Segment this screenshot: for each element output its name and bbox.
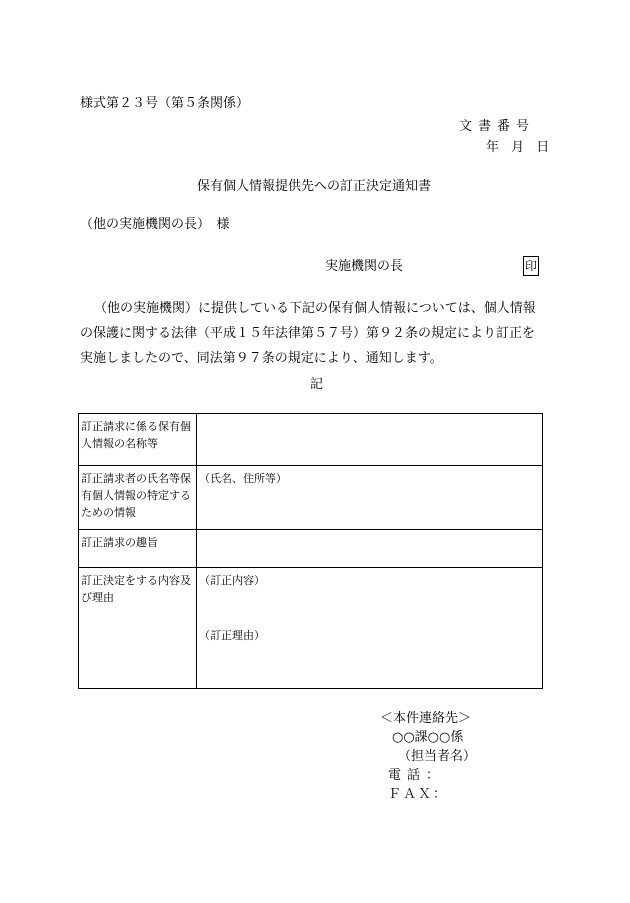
contact-person: （担当者名） xyxy=(398,749,477,764)
date-label: 年 月 日 xyxy=(486,140,554,155)
contact-heading: ＜本件連絡先＞ xyxy=(380,711,472,726)
form-number: 様式第２３号（第５条関係） xyxy=(80,96,250,111)
correction-content-note: （訂正内容） xyxy=(199,574,265,587)
table-row xyxy=(79,466,543,530)
ki-label: 記 xyxy=(310,377,324,392)
sender-name: 実施機関の長 xyxy=(325,259,404,274)
contact-section: ○○課○○係 xyxy=(392,730,464,745)
contact-fax: ＦＡＸ： xyxy=(388,787,449,802)
body-line: （他の実施機関）に提供している下記の保有個人情報については、個人情報 xyxy=(94,301,536,316)
table-row xyxy=(79,530,543,568)
table-row xyxy=(79,568,543,689)
document-title: 保有個人情報提供先への訂正決定通知書 xyxy=(197,179,432,194)
contact-phone: 電話： xyxy=(388,768,446,783)
details-table xyxy=(78,413,543,689)
recipient: （他の実施機関の長） 様 xyxy=(80,217,230,232)
document-number-label: 文書番号 xyxy=(459,119,536,134)
body-line: の保護に関する法律（平成１５年法律第５７号）第９２条の規定により訂正を xyxy=(80,326,536,341)
row-label: 訂正請求者の氏名等保有個人情報の特定するための情報 xyxy=(79,466,197,530)
table-row xyxy=(79,414,543,466)
row-value: （氏名、住所等） xyxy=(197,466,543,530)
body-line: 実施しましたので、同法第９７条の規定により、通知します。 xyxy=(80,351,443,366)
row-value xyxy=(197,414,543,466)
row-label: 訂正決定をする内容及び理由 xyxy=(79,568,197,689)
row-label: 訂正請求の趣旨 xyxy=(79,530,197,568)
row-label: 訂正請求に係る保有個人情報の名称等 xyxy=(79,414,197,466)
correction-reason-note: （訂正理由） xyxy=(199,629,265,642)
row-value xyxy=(197,530,543,568)
body-paragraph xyxy=(80,296,555,371)
seal-mark: 印 xyxy=(523,256,539,276)
row-value xyxy=(197,568,543,689)
contact-block xyxy=(380,709,476,804)
